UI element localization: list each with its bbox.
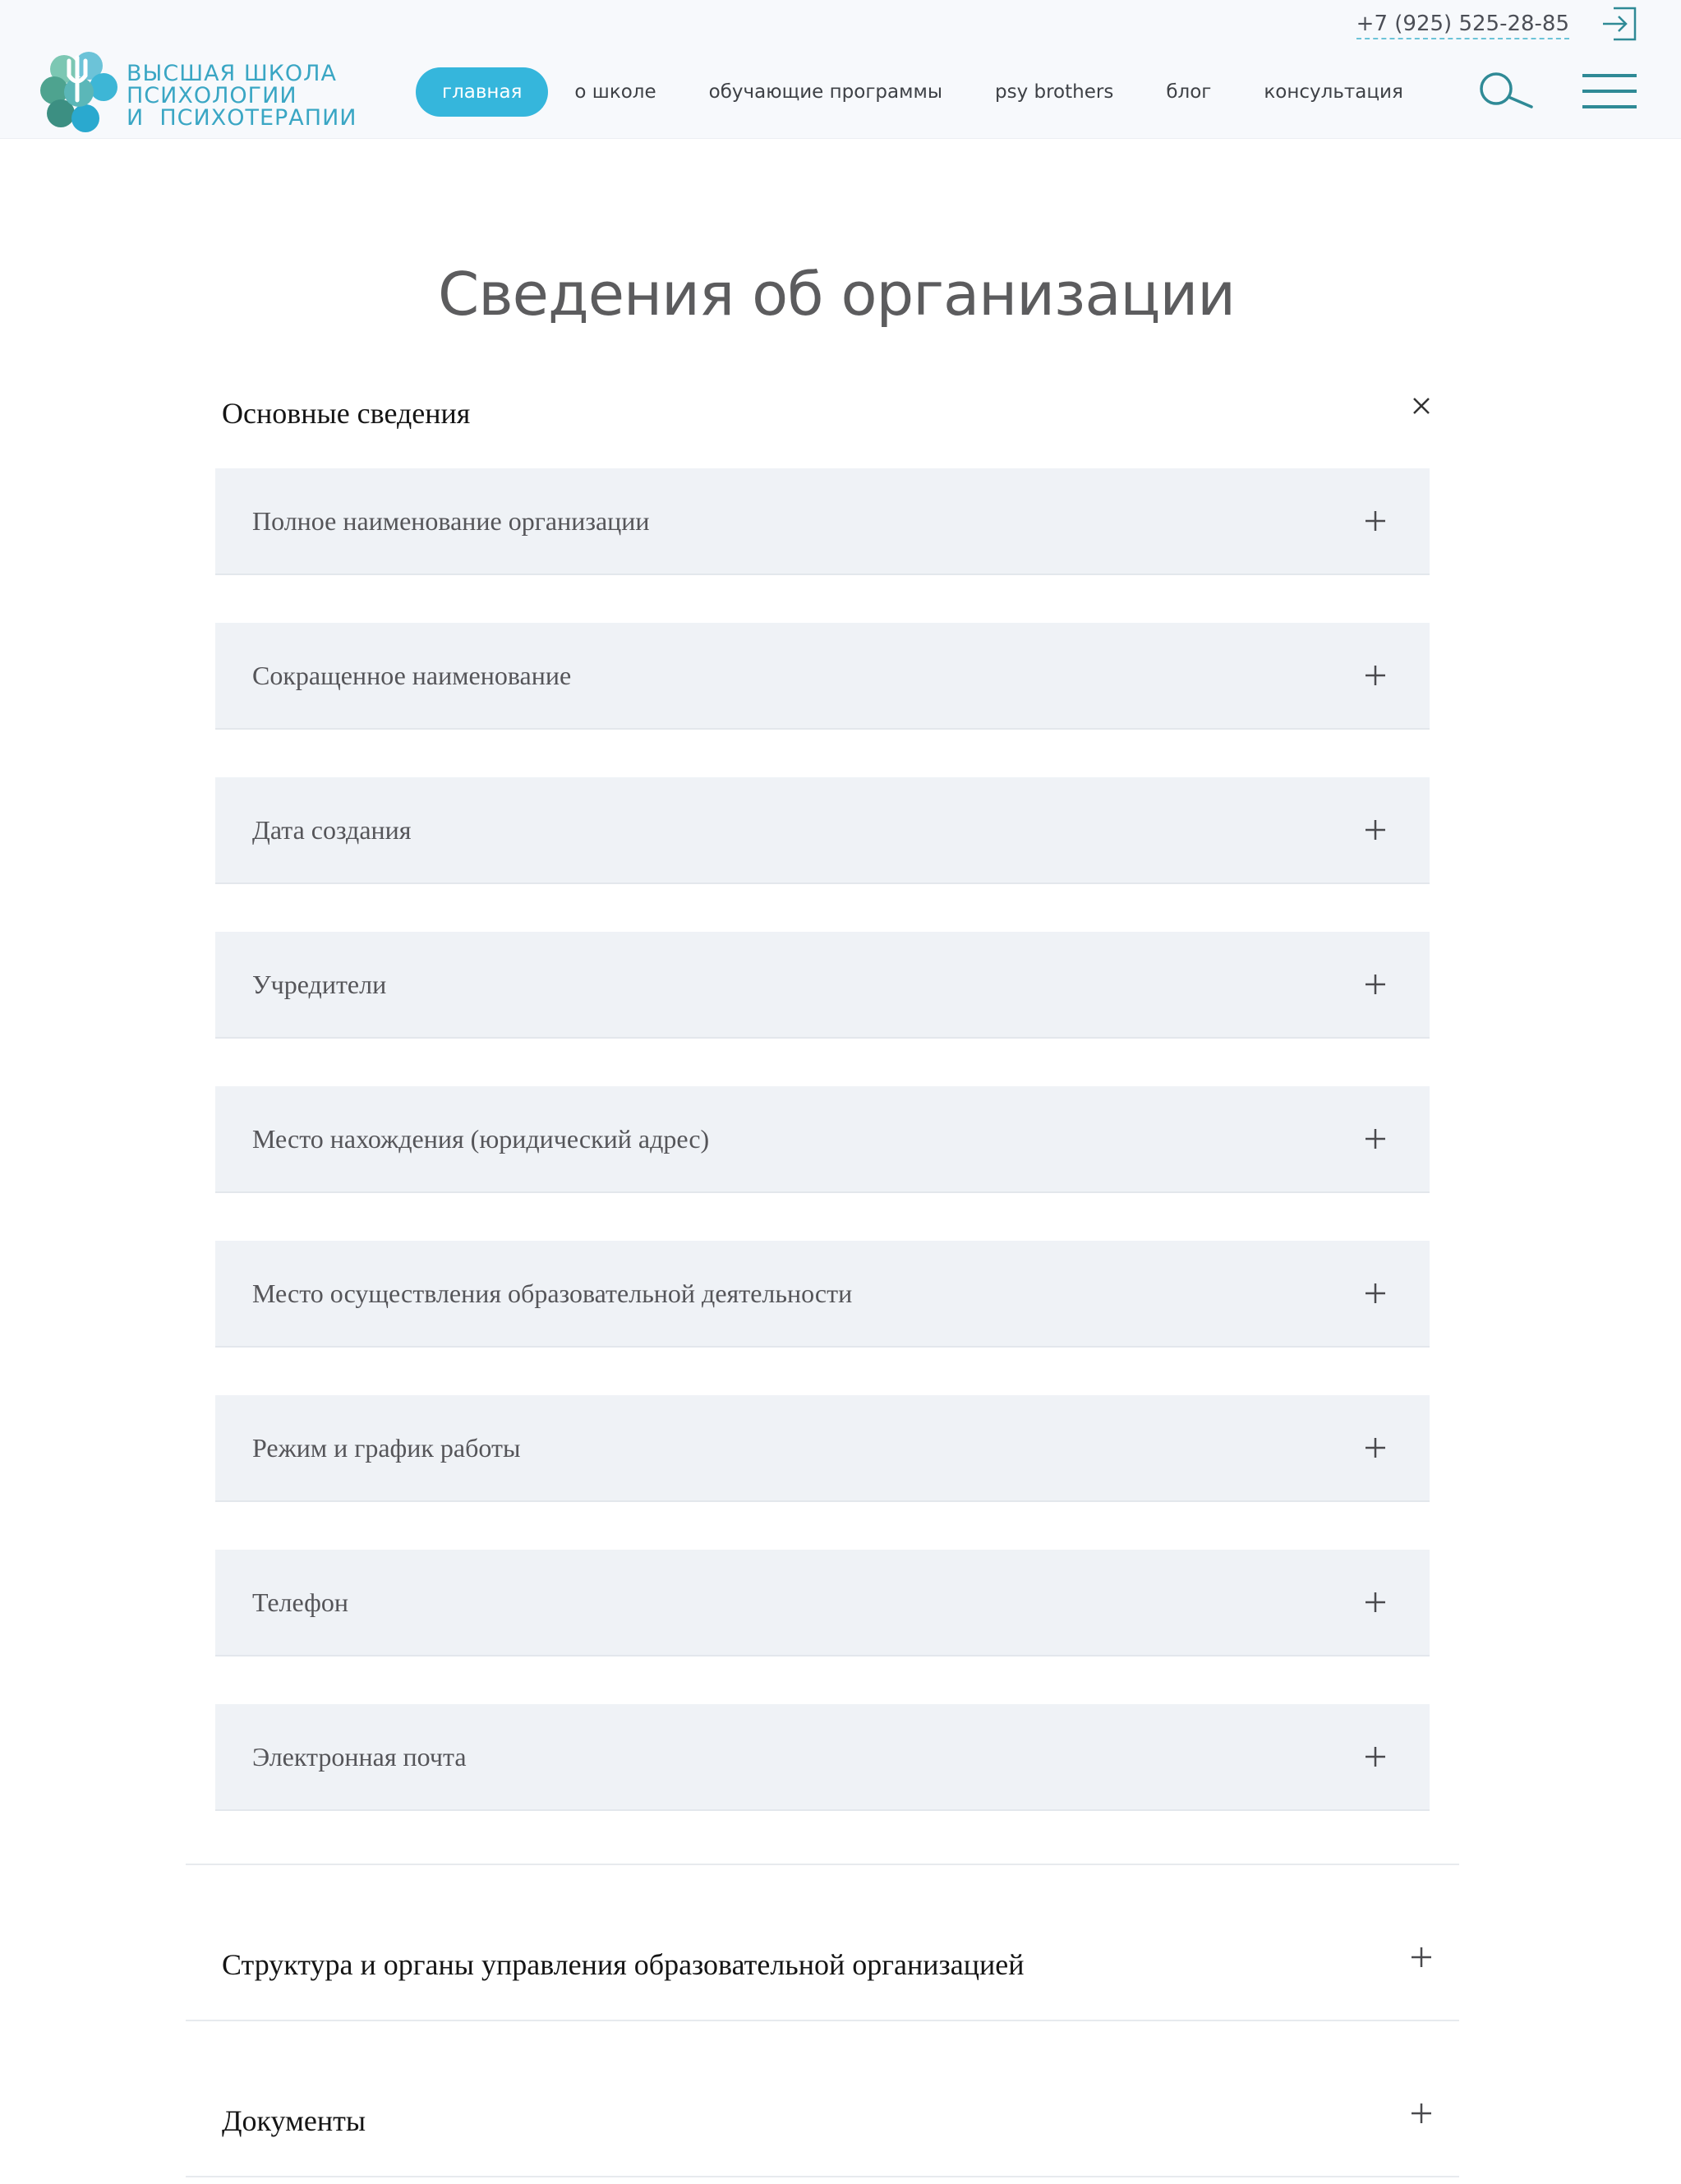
logo-line-3: И ПСИХОТЕРАПИИ: [127, 105, 357, 131]
accordion-item-label: Место нахождения (юридический адрес): [252, 1124, 710, 1154]
plus-icon[interactable]: [1410, 1946, 1433, 1969]
accordion-item-phone[interactable]: [215, 1550, 1430, 1656]
site-header: [0, 0, 1681, 139]
phone-link[interactable]: +7 (925) 525-28-85: [1356, 10, 1569, 39]
nav-item-consultation[interactable]: консультация: [1264, 81, 1403, 103]
plus-icon[interactable]: [1364, 509, 1387, 532]
accordion-item-label: Полное наименование организации: [252, 506, 650, 536]
plus-icon[interactable]: [1364, 1591, 1387, 1614]
plus-icon[interactable]: [1364, 973, 1387, 996]
section-title-structure[interactable]: Структура и органы управления образовательной организацией: [222, 1948, 1025, 1981]
search-icon[interactable]: [1477, 71, 1535, 112]
accordion-item-founders[interactable]: [215, 932, 1430, 1039]
plus-icon[interactable]: [1364, 818, 1387, 841]
accordion-item-label: Телефон: [252, 1587, 348, 1617]
accordion-item-short-name[interactable]: [215, 623, 1430, 730]
section-title-basic-info[interactable]: Основные сведения: [222, 397, 471, 430]
login-icon[interactable]: [1600, 5, 1638, 43]
plus-icon[interactable]: [1364, 1436, 1387, 1459]
main-nav: [416, 67, 1430, 117]
accordion-item-label: Дата создания: [252, 815, 412, 845]
close-icon[interactable]: [1410, 394, 1433, 417]
divider: [186, 1864, 1459, 1865]
accordion-item-label: Электронная почта: [252, 1742, 467, 1772]
accordion-item-label: Место осуществления образовательной деятельности: [252, 1279, 853, 1308]
logo-text: [127, 62, 357, 129]
accordion-item-label: Сокращенное наименование: [252, 661, 572, 690]
plus-icon[interactable]: [1364, 1282, 1387, 1305]
plus-icon[interactable]: [1364, 664, 1387, 687]
divider: [186, 2176, 1459, 2177]
plus-icon[interactable]: [1364, 1127, 1387, 1150]
logo-line-1: ВЫСШАЯ ШКОЛА: [127, 61, 337, 86]
plus-icon[interactable]: [1410, 2102, 1433, 2125]
divider: [186, 2020, 1459, 2021]
logo-flower-icon: [39, 49, 122, 135]
logo[interactable]: [39, 49, 357, 135]
page-title: Сведения об организации: [437, 260, 1236, 329]
plus-icon[interactable]: [1364, 1745, 1387, 1768]
hamburger-menu-icon[interactable]: [1582, 72, 1637, 110]
accordion-item-legal-address[interactable]: [215, 1086, 1430, 1193]
accordion-item-activity-location[interactable]: [215, 1241, 1430, 1348]
nav-item-blog[interactable]: блог: [1166, 81, 1212, 103]
accordion-item-label: Режим и график работы: [252, 1433, 521, 1463]
nav-item-programs[interactable]: обучающие программы: [708, 81, 942, 103]
nav-item-home[interactable]: главная: [416, 67, 548, 117]
nav-item-about[interactable]: о школе: [574, 81, 656, 103]
accordion-item-work-schedule[interactable]: [215, 1395, 1430, 1502]
accordion-item-full-name[interactable]: [215, 468, 1430, 575]
logo-line-2: ПСИХОЛОГИИ: [127, 83, 297, 108]
section-title-documents[interactable]: Документы: [222, 2104, 366, 2137]
nav-item-psy-brothers[interactable]: psy brothers: [995, 81, 1114, 103]
accordion-item-email[interactable]: [215, 1704, 1430, 1811]
accordion-item-creation-date[interactable]: [215, 777, 1430, 884]
accordion-item-label: Учредители: [252, 970, 387, 999]
